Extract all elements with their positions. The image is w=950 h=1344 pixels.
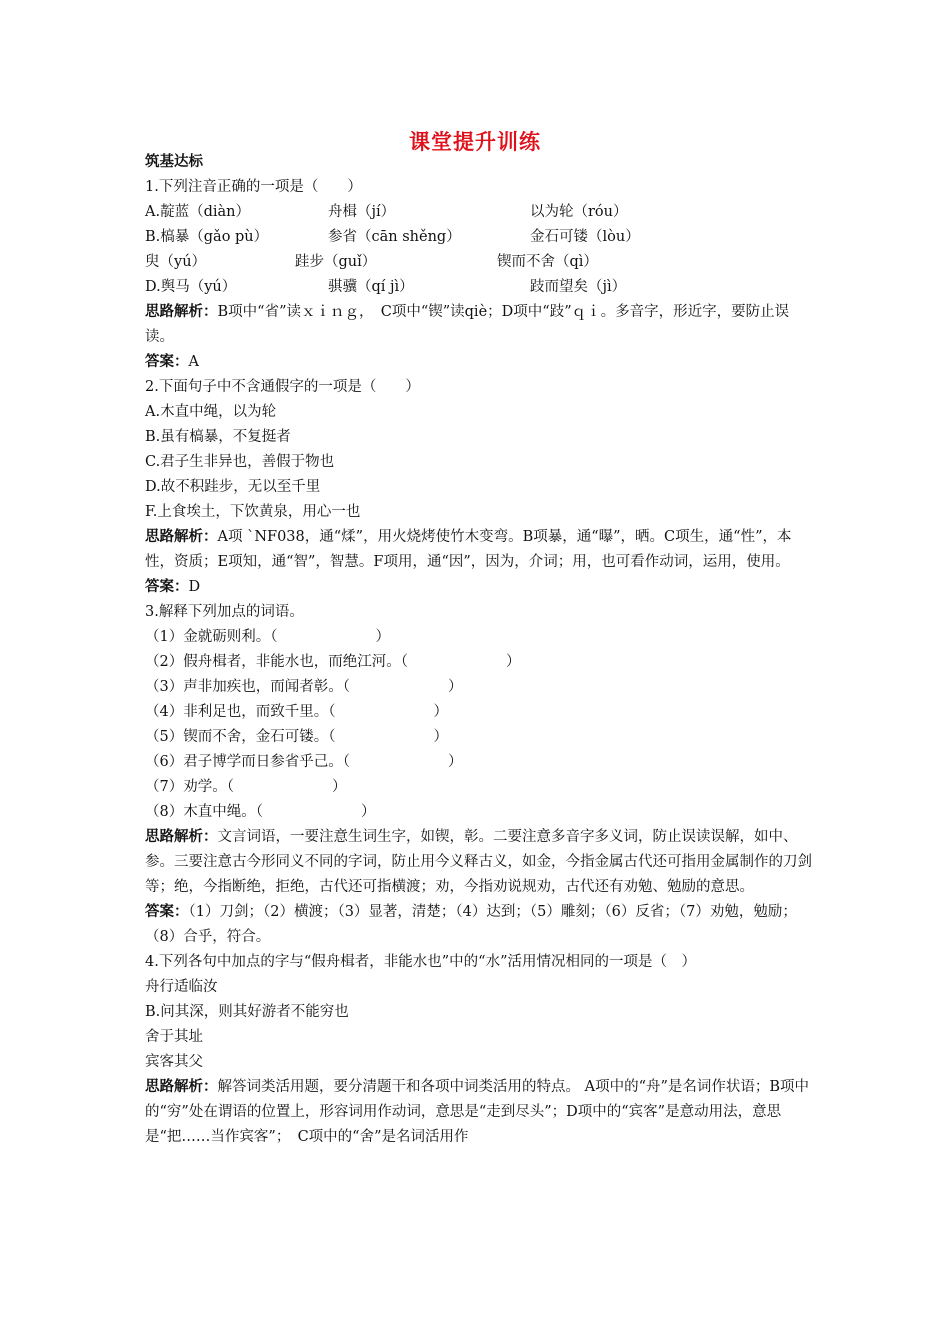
q2-stem: 2.下面句子中不含通假字的一项是（ ） <box>145 379 420 395</box>
q3-item-close: ） <box>433 729 448 745</box>
answer-label: 答案： <box>145 904 189 920</box>
q3-item-close: ） <box>447 679 463 695</box>
q3-item-close: ） <box>331 779 347 795</box>
analysis-text: B项中“省”读ｘｉｎｇ， C项中“锲”读qiè；D项中“跂”ｑｉ。多音字，形近字，要防止误读。 <box>145 304 790 345</box>
q2-answer <box>145 575 813 600</box>
q3-item <box>145 700 813 725</box>
q3-stem: 3.解释下列加点的词语。 <box>145 604 304 620</box>
q3-item <box>145 750 813 775</box>
q4-analysis <box>145 1075 813 1150</box>
answer-label: 答案： <box>145 354 189 370</box>
page-title: 课堂提升训练 <box>409 130 541 154</box>
q3-item-close: ） <box>360 804 376 820</box>
section-heading: 筑基达标 <box>145 154 203 170</box>
q2-option: B.虽有槁暴，不复挺者 <box>145 429 291 445</box>
q1-option: 参省（cān shěng） <box>328 229 461 245</box>
analysis-label: 思路解析： <box>145 529 218 545</box>
q2-option: A.木直中绳，以为轮 <box>145 404 277 420</box>
q1-option: 以为轮（róu） <box>530 204 628 220</box>
q3-item <box>145 775 813 800</box>
q1-option: 臾（yú） <box>145 254 207 270</box>
q2-analysis <box>145 525 813 575</box>
q2-option: F.上食埃土，下饮黄泉，用心一也 <box>145 504 361 520</box>
q4-stem: 4.下列各句中加点的字与“假舟楫者，非能水也”中的“水”活用情况相同的一项是（ ） <box>145 954 696 970</box>
q1-option: 骐骥（qí jì） <box>328 279 414 295</box>
answer-label: 答案： <box>145 579 189 595</box>
q1-answer <box>145 350 813 375</box>
analysis-label: 思路解析： <box>145 1079 218 1095</box>
q3-item-text: （5）锲而不舍，金石可镂。（ <box>145 729 336 745</box>
q1-option-row <box>145 200 813 225</box>
q3-item-close: ） <box>447 754 463 770</box>
q3-item <box>145 725 813 750</box>
q1-option: 跂而望矣（jì） <box>530 279 627 295</box>
analysis-text: 文言词语，一要注意生词生字，如锲，彰。二要注意多音字多义词，防止误读误解，如中、参。三要注意古今形同义不同的字词，防止用今义释古义，如金，今指金属古代还可指用金属制作的刀剑等；绝，今指断绝，拒绝，古代还可指横渡；劝，今指劝说规劝，古代还有劝勉、勉励的意思。 <box>145 829 812 895</box>
q4-option: 宾客其父 <box>145 1054 203 1070</box>
q4-option: B.问其深，则其好游者不能穷也 <box>145 1004 349 1020</box>
q1-option: B.槁暴（gǎo pù） <box>145 229 269 245</box>
q2-option: D.故不积跬步，无以至千里 <box>145 479 321 495</box>
q3-item-text: （8）木直中绳。（ <box>145 804 263 820</box>
q3-item <box>145 650 813 675</box>
q1-option: A.靛蓝（diàn） <box>145 204 250 220</box>
document-body <box>145 150 813 1150</box>
q3-item-close: ） <box>505 654 521 670</box>
q3-item-close: ） <box>375 629 390 645</box>
q3-item-text: （1）金就砺则利。（ <box>145 629 278 645</box>
q1-option-row <box>145 275 813 300</box>
q3-item <box>145 675 813 700</box>
answer-text: D <box>188 579 201 595</box>
q3-item-text: （2）假舟楫者，非能水也，而绝江河。（ <box>145 654 408 670</box>
q3-item-close: ） <box>433 704 448 720</box>
analysis-text: 解答词类活用题，要分清题干和各项中词类活用的特点。 A项中的“舟”是名词作状语；B项中的“穷”处在谓语的位置上，形容词用作动词，意思是“走到尽头”；D项中的“宾客”是意动用法，意思是“把……当作宾客”； C项中的“舍”是名词活用作 <box>145 1079 810 1145</box>
q1-option: 锲而不舍（qì） <box>497 254 598 270</box>
q3-answer <box>145 900 813 950</box>
q3-item-text: （7）劝学。（ <box>145 779 234 795</box>
q3-item-text: （3）声非加疾也，而闻者彰。（ <box>145 679 350 695</box>
q2-option: C.君子生非异也，善假于物也 <box>145 454 335 470</box>
q1-option: 金石可镂（lòu） <box>530 229 640 245</box>
q4-option: 舍于其址 <box>145 1029 203 1045</box>
answer-text: （1）刀剑；（2）横渡；（3）显著，清楚；（4）达到；（5）雕刻；（6）反省；（7）劝勉，勉励；（8）合乎，符合。 <box>145 904 797 945</box>
q1-option: 跬步（guǐ） <box>295 254 377 270</box>
q1-option-row <box>145 250 813 275</box>
q1-stem: 1.下列注音正确的一项是（ ） <box>145 179 362 195</box>
q1-analysis <box>145 300 813 350</box>
q1-option: 舟楫（jí） <box>328 204 396 220</box>
q3-item <box>145 625 813 650</box>
q3-item-text: （4）非利足也，而致千里。（ <box>145 704 336 720</box>
q3-item <box>145 800 813 825</box>
analysis-label: 思路解析： <box>145 304 218 320</box>
q3-analysis <box>145 825 813 900</box>
q4-option: 舟行适临汝 <box>145 979 218 995</box>
q1-option-row <box>145 225 813 250</box>
answer-text: A <box>188 354 199 370</box>
analysis-text: A项 `NF038，通“煣”，用火烧烤使竹木变弯。B项暴，通“曝”，晒。C项生，通“性”，本性，资质；E项知，通“智”，智慧。F项用，通“因”，因为，介词；用，也可看作动词，运用，使用。 <box>145 529 792 570</box>
q1-option: D.舆马（yú） <box>145 279 237 295</box>
analysis-label: 思路解析： <box>145 829 218 845</box>
q3-item-text: （6）君子博学而日参省乎己。（ <box>145 754 350 770</box>
